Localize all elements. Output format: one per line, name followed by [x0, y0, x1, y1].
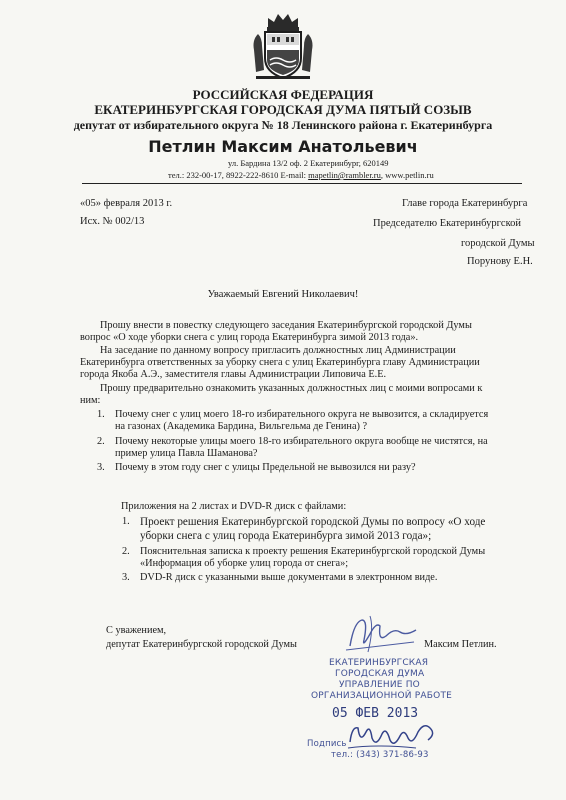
closing-role: депутат Екатеринбургской городской Думы: [106, 639, 297, 650]
coat-of-arms-emblem: [250, 10, 316, 82]
attachment-line: Пояснительная записка к проекту решения Екатеринбургской городской Думы: [140, 546, 486, 557]
stamp-line: УПРАВЛЕНИЕ ПО: [339, 680, 420, 690]
paragraph-2-line: Екатеринбурга ответственных за уборку снега с улиц Екатеринбурга главу Администрации: [80, 357, 480, 368]
recipient-line: Главе города Екатеринбурга: [402, 198, 528, 209]
paragraph-1-line: вопрос «О ходе уборки снега с улиц города Екатеринбурга зимой 2013 года».: [80, 332, 419, 343]
attachment-line: уборки снега с улиц города Екатеринбурга зимой 2013 года»;: [140, 530, 432, 542]
question-number: 2.: [97, 436, 105, 447]
header-country: РОССИЙСКАЯ ФЕДЕРАЦИЯ: [192, 87, 374, 102]
email-link[interactable]: mapetlin@rambler.ru: [308, 170, 381, 180]
header-divider: [82, 183, 522, 184]
website: , www.petlin.ru: [380, 170, 434, 180]
attachment-line: DVD-R диск с указанными выше документами в электронном виде.: [140, 572, 438, 583]
outgoing-number: Исх. № 002/13: [80, 216, 145, 227]
question-line: на газонах (Академика Бардина, Вильгельма де Генина) ?: [115, 421, 368, 432]
recipient-line: Порунову Е.Н.: [467, 256, 533, 267]
paragraph-1-line: Прошу внести в повестку следующего заседания Екатеринбургской городской Думы: [100, 320, 472, 331]
salutation: Уважаемый Евгений Николаевич!: [207, 289, 359, 300]
header-deputy-line: депутат от избирательного округа № 18 Ленинского района г. Екатеринбурга: [73, 118, 493, 132]
office-address: ул. Бардина 13/2 оф. 2 Екатеринбург, 620149: [228, 158, 389, 168]
stamp-line: ЕКАТЕРИНБУРГСКАЯ: [329, 658, 429, 668]
question-line: Почему некоторые улицы моего 18-го избирательного округа вообще не чистятся, на: [115, 436, 488, 447]
stamp-line: ОРГАНИЗАЦИОННОЙ РАБОТЕ: [311, 691, 453, 701]
stamp-phone: тел.: (343) 371-86-93: [331, 750, 429, 760]
attachment-number: 2.: [122, 546, 130, 557]
recipient-line: городской Думы: [461, 238, 535, 249]
stamp-line: ГОРОДСКАЯ ДУМА: [335, 669, 425, 679]
closing: С уважением,: [106, 625, 167, 636]
paragraph-2-line: На заседание по данному вопросу пригласить должностных лиц Администрации: [100, 345, 456, 356]
recipient-line: Председателю Екатеринбургской: [373, 218, 522, 229]
attachment-line: Проект решения Екатеринбургской городской Думы по вопросу «О ходе: [140, 516, 486, 528]
question-line: Почему в этом году снег с улицы Предельной не вывозился ни разу?: [115, 462, 416, 473]
paragraph-3-line: Прошу предварительно ознакомить указанных должностных лиц с моими вопросами к: [100, 383, 483, 394]
paragraph-2-line: города Якоба А.Э., заместителя главы Администрации Липовича Е.Е.: [80, 369, 387, 380]
stamp-handwritten-signature: [346, 718, 442, 754]
question-line: пример улица Павла Шаманова?: [115, 448, 258, 459]
letter-date: «05» февраля 2013 г.: [80, 198, 173, 209]
contacts-line: [168, 170, 434, 180]
question-number: 3.: [97, 462, 105, 473]
signer-name: Максим Петлин.: [424, 639, 497, 650]
stamp-sign-label: Подпись: [307, 739, 347, 749]
attachment-number: 3.: [122, 572, 130, 583]
question-line: Почему снег с улиц моего 18-го избирательного округа не вывозится, а складируется: [115, 409, 489, 420]
deputy-name: Петлин Максим Анатольевич: [148, 137, 418, 156]
question-number: 1.: [97, 409, 105, 420]
attachments-intro: Приложения на 2 листах и DVD-R диск с файлами:: [121, 501, 347, 512]
stamp-date: 05 ФЕВ 2013: [332, 706, 419, 721]
deputy-signature: [340, 612, 420, 656]
attachment-line: «Информация об уборке улиц города от снега»;: [140, 558, 349, 569]
contacts-phones: тел.: 232-00-17, 8922-222-8610 E-mail:: [168, 170, 309, 180]
paragraph-3-line: ним:: [80, 395, 101, 406]
header-duma: ЕКАТЕРИНБУРГСКАЯ ГОРОДСКАЯ ДУМА ПЯТЫЙ СОЗЫВ: [94, 102, 472, 117]
attachment-number: 1.: [122, 516, 130, 527]
